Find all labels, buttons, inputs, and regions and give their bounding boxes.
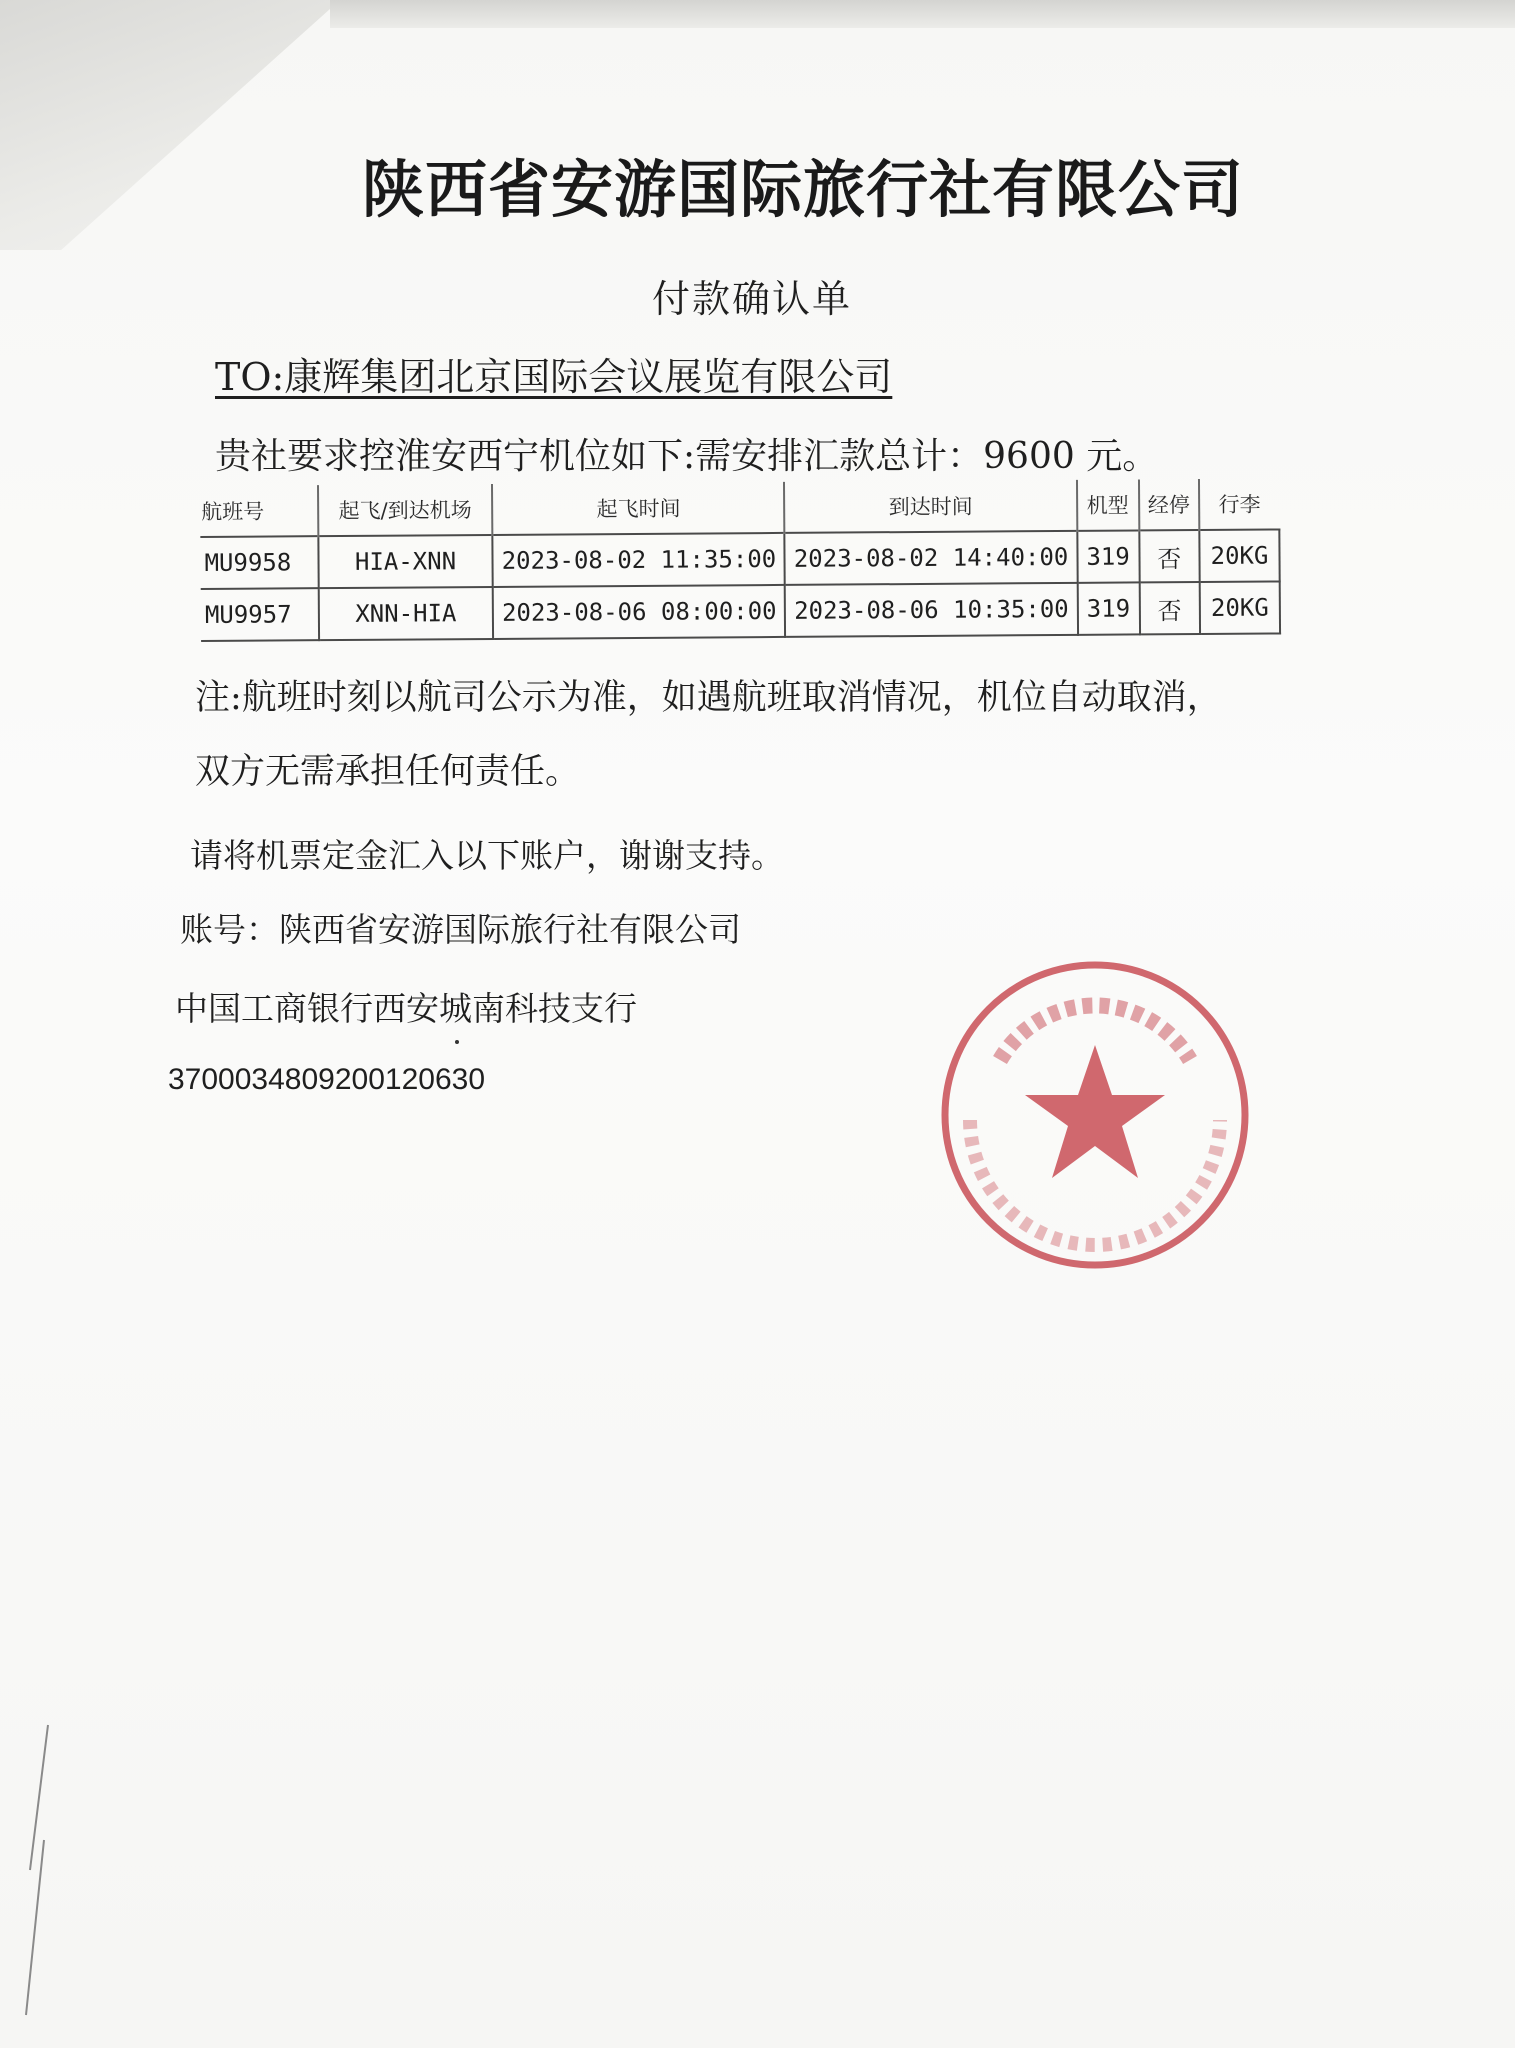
cell-airports: HIA-XNN [318, 535, 493, 588]
cell-arrive-time: 2023-08-06 10:35:00 [785, 583, 1077, 637]
cell-depart-time: 2023-08-06 08:00:00 [493, 585, 785, 639]
company-seal [930, 950, 1260, 1280]
request-line: 贵社要求控淮安西宁机位如下:需安排汇款总计：9600 元。 [215, 436, 1159, 477]
flight-table [200, 478, 1281, 642]
cell-baggage: 20KG [1200, 581, 1280, 634]
star-icon [1025, 1045, 1165, 1178]
cell-depart-time: 2023-08-02 11:35:00 [493, 533, 785, 587]
table-row [201, 581, 1280, 641]
header-stops: 经停 [1138, 479, 1199, 530]
company-title: 陕西省安游国际旅行社有限公司 [362, 153, 1245, 226]
remit-instruction: 请将机票定金汇入以下账户，谢谢支持。 [190, 836, 784, 875]
pencil-mark [18, 1720, 58, 2020]
cell-arrive-time: 2023-08-02 14:40:00 [785, 531, 1077, 585]
cell-flight-no: MU9958 [200, 536, 318, 589]
account-number: 3700034809200120630 [168, 1063, 486, 1096]
table-header-row [200, 478, 1279, 537]
cell-stops: 否 [1139, 530, 1200, 582]
header-airports: 起飞/到达机场 [318, 484, 493, 536]
header-baggage: 行李 [1199, 478, 1279, 530]
note-line-1: 注:航班时刻以航司公示为准，如遇航班取消情况，机位自动取消， [195, 678, 1222, 718]
cell-stops: 否 [1139, 582, 1200, 634]
cell-aircraft: 319 [1077, 582, 1139, 634]
header-flight-no: 航班号 [201, 499, 265, 524]
recipient-line: TO:康辉集团北京国际会议展览有限公司 [215, 355, 893, 399]
cell-baggage: 20KG [1199, 529, 1279, 582]
bank-name: 中国工商银行西安城南科技支行 [175, 989, 637, 1028]
cell-aircraft: 319 [1077, 530, 1139, 582]
account-name: 账号：陕西省安游国际旅行社有限公司 [180, 910, 741, 949]
document-title: 付款确认单 [652, 277, 853, 321]
cell-flight-no: MU9957 [201, 588, 319, 641]
header-aircraft: 机型 [1077, 479, 1139, 530]
top-edge-shadow [330, 0, 1515, 28]
note-line-2: 双方无需承担任何责任。 [195, 752, 581, 792]
header-arrive-time: 到达时间 [784, 480, 1076, 533]
table-row [200, 529, 1279, 589]
cell-airports: XNN-HIA [318, 587, 493, 640]
stray-dot [455, 1040, 459, 1044]
header-depart-time: 起飞时间 [492, 482, 784, 535]
